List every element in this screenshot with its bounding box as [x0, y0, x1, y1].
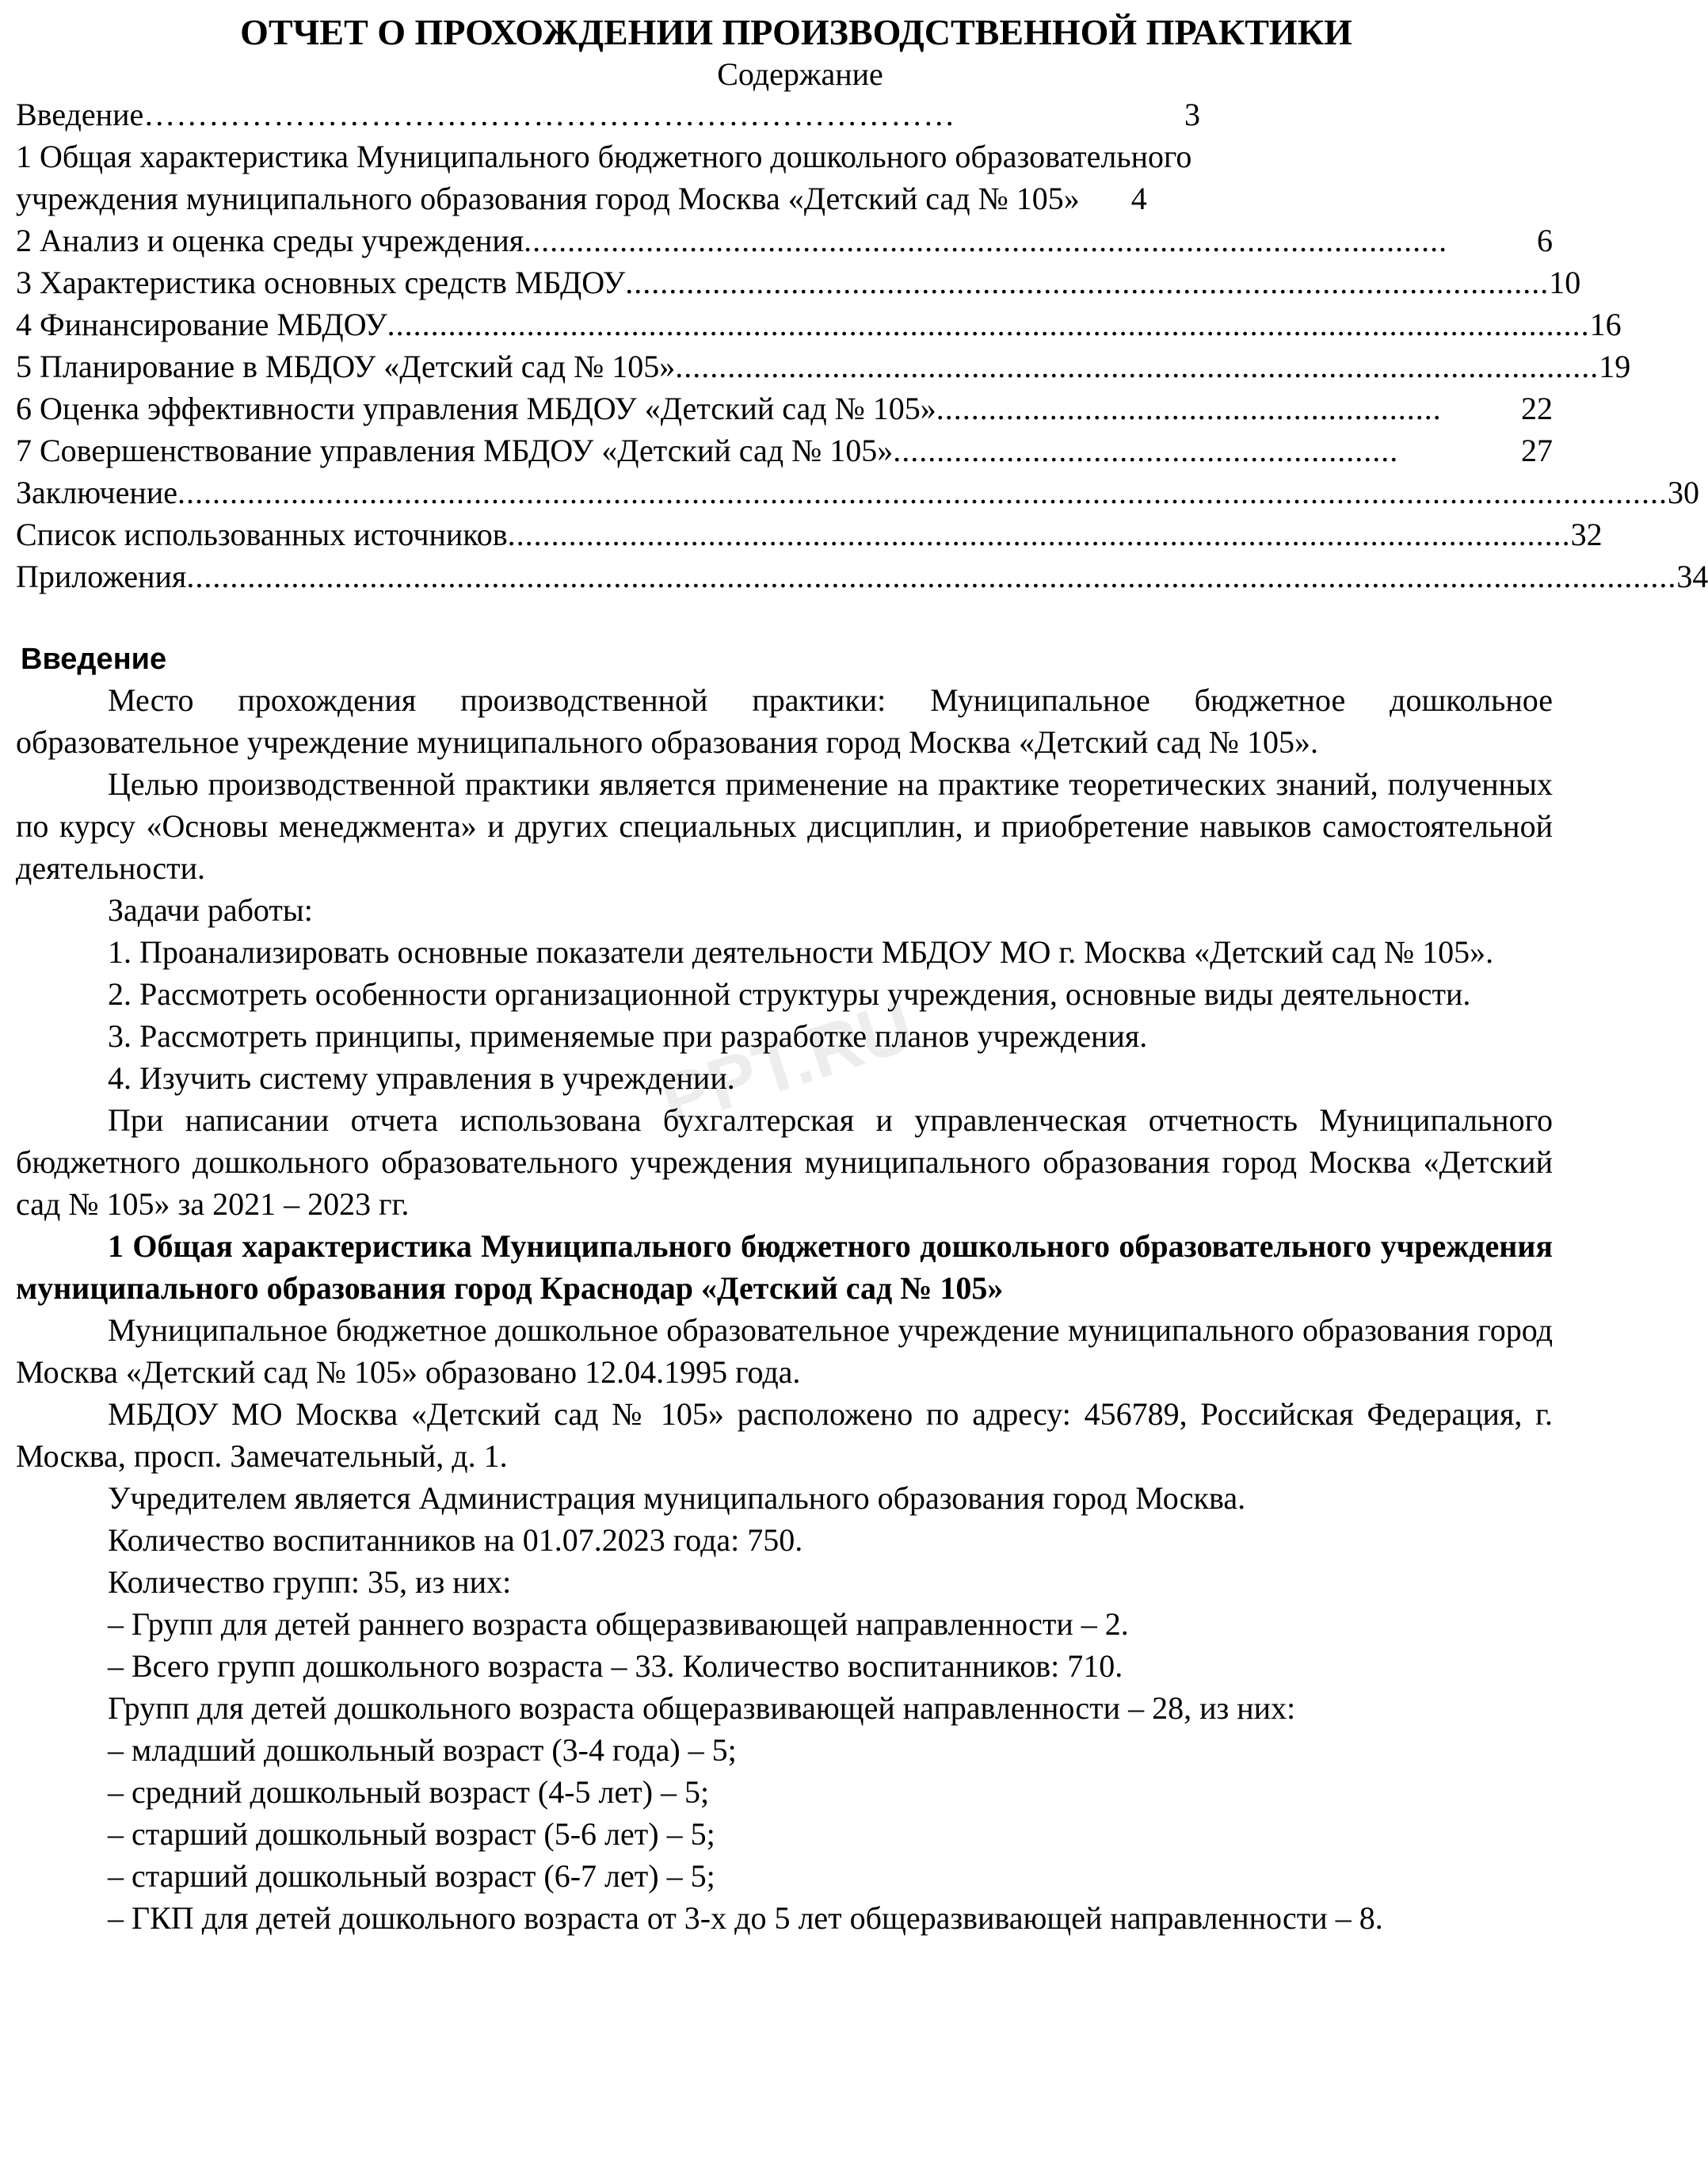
task-item: 3. Рассмотреть принципы, применяемые при разработке планов учреждения. — [108, 1018, 1148, 1054]
list-item: – младший дошкольный возраст (3-4 года) – 5; — [108, 1732, 737, 1768]
toc-entry-leader: .......................................................................................................... — [625, 265, 1550, 300]
toc-entry-leader: ........................................................................................................................................................................... — [177, 475, 1668, 510]
toc-entry-page: 32 — [1570, 517, 1603, 552]
toc-entry-title: Список использованных источников — [16, 517, 508, 552]
list-item: – средний дошкольный возраст (4-5 лет) – 5; — [108, 1774, 710, 1810]
toc-entry-leader: ………………………………………………………………… — [143, 97, 956, 132]
toc-entry-title: 7 Совершенствование управления МБДОУ «Детский сад № 105» — [16, 433, 894, 468]
task-item: 4. Изучить систему управления в учреждении. — [108, 1060, 735, 1096]
toc-entry[interactable] — [16, 94, 1200, 135]
section-heading: 1 Общая характеристика Муниципального бюджетного дошкольного образовательного учреждения муниципального образования город Краснодар «Детский сад № 105» — [16, 1228, 1553, 1306]
list-item: – ГКП для детей дошкольного возраста от 3-х до 5 лет общеразвивающей направленности – 8. — [108, 1900, 1383, 1936]
toc-entry-leader: .......................................................................................................... — [675, 349, 1599, 384]
section-paragraph: Муниципальное бюджетное дошкольное образовательное учреждение муниципального образования город Москва «Детский сад № 105» образовано 12.04.1995 года. — [16, 1312, 1553, 1390]
list-item: – старший дошкольный возраст (6-7 лет) – 5; — [108, 1858, 715, 1894]
toc-entry-title: Приложения — [16, 559, 187, 594]
section-paragraph: Учредителем является Администрация муниципального образования город Москва. — [108, 1480, 1246, 1516]
toc-entry[interactable] — [16, 135, 1553, 219]
intro-paragraph: Целью производственной практики является применение на практике теоретических знаний, полученных по курсу «Основы менеджмента» и других специальных дисциплин, и приобретение навыков самостоятельной деятельности. — [16, 766, 1553, 886]
toc-entry-title: Заключение — [16, 475, 177, 510]
list-item: – Всего групп дошкольного возраста – 33. Количество воспитанников: 710. — [108, 1648, 1123, 1684]
toc-entry-title: 4 Финансирование МБДОУ — [16, 307, 387, 342]
task-item: 2. Рассмотреть особенности организационной структуры учреждения, основные виды деятельности. — [108, 976, 1471, 1012]
list-item: – Групп для детей раннего возраста общеразвивающей направленности – 2. — [108, 1606, 1129, 1642]
toc-entry-page: 10 — [1549, 265, 1581, 300]
toc-entry-page: 30 — [1667, 475, 1699, 510]
toc-entry-title: 2 Анализ и оценка среды учреждения — [16, 223, 524, 258]
spacer — [16, 597, 1553, 639]
toc-entry-title: 6 Оценка эффективности управления МБДОУ «Детский сад № 105» — [16, 391, 936, 426]
toc-entry-title-line1: 1 Общая характеристика Муниципального бюджетного дошкольного образовательного — [16, 139, 1192, 174]
toc-entry[interactable] — [16, 261, 1581, 303]
section-paragraph: Количество групп: 35, из них: — [108, 1564, 512, 1600]
toc-entry-page: 22 — [1521, 391, 1553, 426]
toc-entry-leader: .......................................................................................................................................... — [387, 307, 1590, 342]
toc-entry-leader: .......................................................................................................... — [524, 223, 1448, 258]
toc-entry-page: 3 — [1184, 97, 1200, 132]
toc-entry-title: Введение — [16, 97, 144, 132]
table-of-contents — [16, 94, 1708, 597]
toc-entry-page: 16 — [1589, 307, 1622, 342]
toc-entry-leader: .......................................................... — [893, 433, 1399, 468]
toc-entry-title: 5 Планирование в МБДОУ «Детский сад № 105» — [16, 349, 676, 384]
toc-entry[interactable] — [16, 303, 1622, 345]
toc-entry-leader: ........................................................................................................................................................................... — [186, 559, 1677, 594]
toc-entry-page: 27 — [1521, 433, 1553, 468]
list-item: – старший дошкольный возраст (5-6 лет) – 5; — [108, 1816, 715, 1852]
toc-entry-page: 4 — [1130, 181, 1147, 216]
toc-entry-title: 3 Характеристика основных средств МБДОУ — [16, 265, 626, 300]
toc-entry-page: 34 — [1676, 559, 1708, 594]
toc-heading: Содержание — [717, 56, 883, 92]
intro-heading: Введение — [21, 643, 167, 676]
section-paragraph: Количество воспитанников на 01.07.2023 года: 750. — [108, 1522, 803, 1558]
intro-paragraph: Место прохождения производственной практики: Муниципальное бюджетное дошкольное образовательное учреждение муниципального образования город Москва «Детский сад № 105». — [16, 682, 1553, 760]
document-title: ОТЧЕТ О ПРОХОЖДЕНИИ ПРОИЗВОДСТВЕННОЙ ПРАКТИКИ — [240, 12, 1352, 52]
toc-entry-leader: .......................................................... — [936, 391, 1442, 426]
toc-entry-page: 19 — [1599, 349, 1631, 384]
tasks-label: Задачи работы: — [108, 892, 313, 928]
toc-entry[interactable] — [16, 387, 1553, 429]
toc-entry[interactable] — [16, 345, 1631, 387]
toc-entry[interactable] — [16, 219, 1553, 261]
section-paragraph: Групп для детей дошкольного возраста общеразвивающей направленности – 28, из них: — [108, 1690, 1296, 1726]
task-item: 1. Проанализировать основные показатели деятельности МБДОУ МО г. Москва «Детский сад № 105». — [108, 934, 1494, 970]
toc-entry[interactable] — [16, 471, 1699, 513]
toc-entry-title-line2: учреждения муниципального образования город Москва «Детский сад № 105» — [16, 181, 1080, 216]
toc-entry-page: 6 — [1537, 223, 1553, 258]
toc-entry[interactable] — [16, 429, 1553, 471]
watermark: PPT.RU — [651, 984, 923, 1143]
intro-paragraph: При написании отчета использована бухгалтерская и управленческая отчетность Муниципального бюджетного дошкольного образовательного учреждения муниципального образования город Москва «Детский сад № 105» за 2021 – 2023 гг. — [16, 1102, 1553, 1222]
toc-entry[interactable] — [16, 555, 1708, 597]
toc-entry[interactable] — [16, 513, 1603, 555]
section-paragraph: МБДОУ МО Москва «Детский сад № 105» расположено по адресу: 456789, Российская Федерация, г. Москва, просп. Замечательный, д. 1. — [16, 1396, 1553, 1474]
toc-entry-leader: .......................................................................................................................... — [507, 517, 1571, 552]
